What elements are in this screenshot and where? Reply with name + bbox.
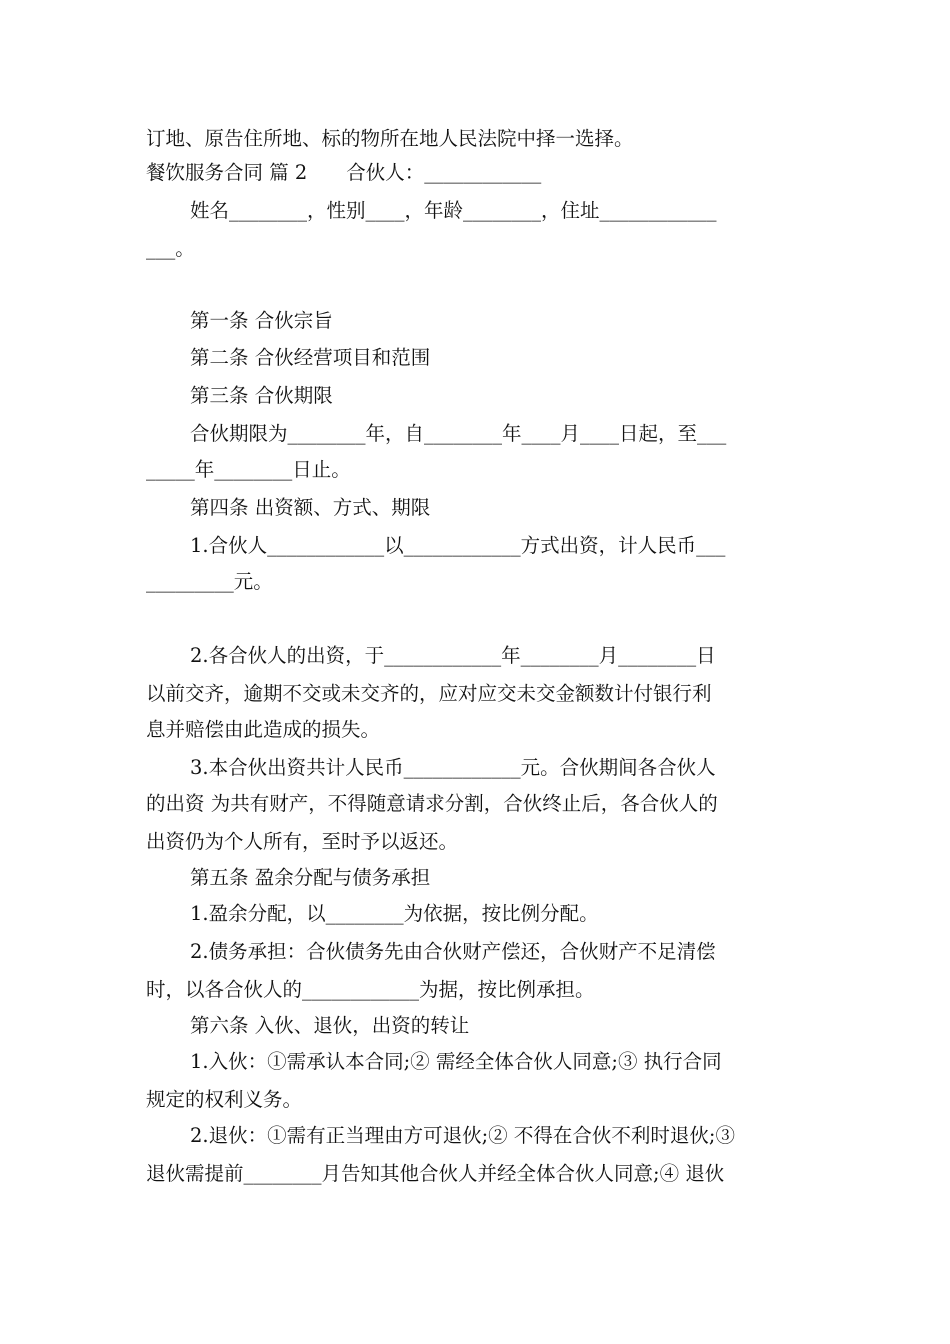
text-line: _____年________日止。 — [146, 458, 351, 481]
text-line: ___。 — [146, 237, 195, 260]
article-heading: 第一条 合伙宗旨 — [190, 309, 333, 332]
text-line: 规定的权利义务。 — [146, 1088, 303, 1111]
text-line: 出资仍为个人所有，至时予以返还。 — [146, 830, 459, 853]
text-line: 姓名________，性别____，年龄________，住址____________ — [190, 199, 717, 222]
text-line: 1.盈余分配，以________为依据，按比例分配。 — [190, 902, 599, 925]
article-heading: 第六条 入伙、退伙，出资的转让 — [190, 1014, 470, 1037]
text-line: 1.合伙人____________以____________方式出资，计人民币___ — [190, 534, 726, 557]
text-line: 3.本合伙出资共计人民币____________元。合伙期间各合伙人 — [190, 756, 716, 779]
text-line: 订地、原告住所地、标的物所在地人民法院中择一选择。 — [146, 127, 634, 150]
text-line: _________元。 — [146, 570, 273, 593]
text-line: 时，以各合伙人的____________为据，按比例承担。 — [146, 978, 595, 1001]
text-line: 息并赔偿由此造成的损失。 — [146, 718, 381, 741]
article-heading: 第四条 出资额、方式、期限 — [190, 496, 431, 519]
text-line: 1.入伙：①需承认本合同;② 需经全体合伙人同意;③ 执行合同 — [190, 1050, 722, 1073]
article-heading: 第三条 合伙期限 — [190, 384, 333, 407]
text-line: 以前交齐，逾期不交或未交齐的，应对应交未交金额数计付银行利 — [146, 682, 712, 705]
text-line: 2.退伙：①需有正当理由方可退伙;② 不得在合伙不利时退伙;③ — [190, 1124, 735, 1147]
text-line: 的出资 为共有财产，不得随意请求分割，合伙终止后，各合伙人的 — [146, 792, 718, 815]
contract-heading: 餐饮服务合同 篇 2 合伙人：____________ — [146, 161, 542, 184]
text-line: 2.债务承担：合伙债务先由合伙财产偿还，合伙财产不足清偿 — [190, 940, 716, 963]
text-line: 退伙需提前________月告知其他合伙人并经全体合伙人同意;④ 退伙 — [146, 1162, 725, 1185]
article-heading: 第五条 盈余分配与债务承担 — [190, 866, 431, 889]
text-line: 合伙期限为________年，自________年____月____日起，至___ — [190, 422, 727, 445]
article-heading: 第二条 合伙经营项目和范围 — [190, 346, 431, 369]
text-line: 2.各合伙人的出资，于____________年________月________日 — [190, 644, 716, 667]
